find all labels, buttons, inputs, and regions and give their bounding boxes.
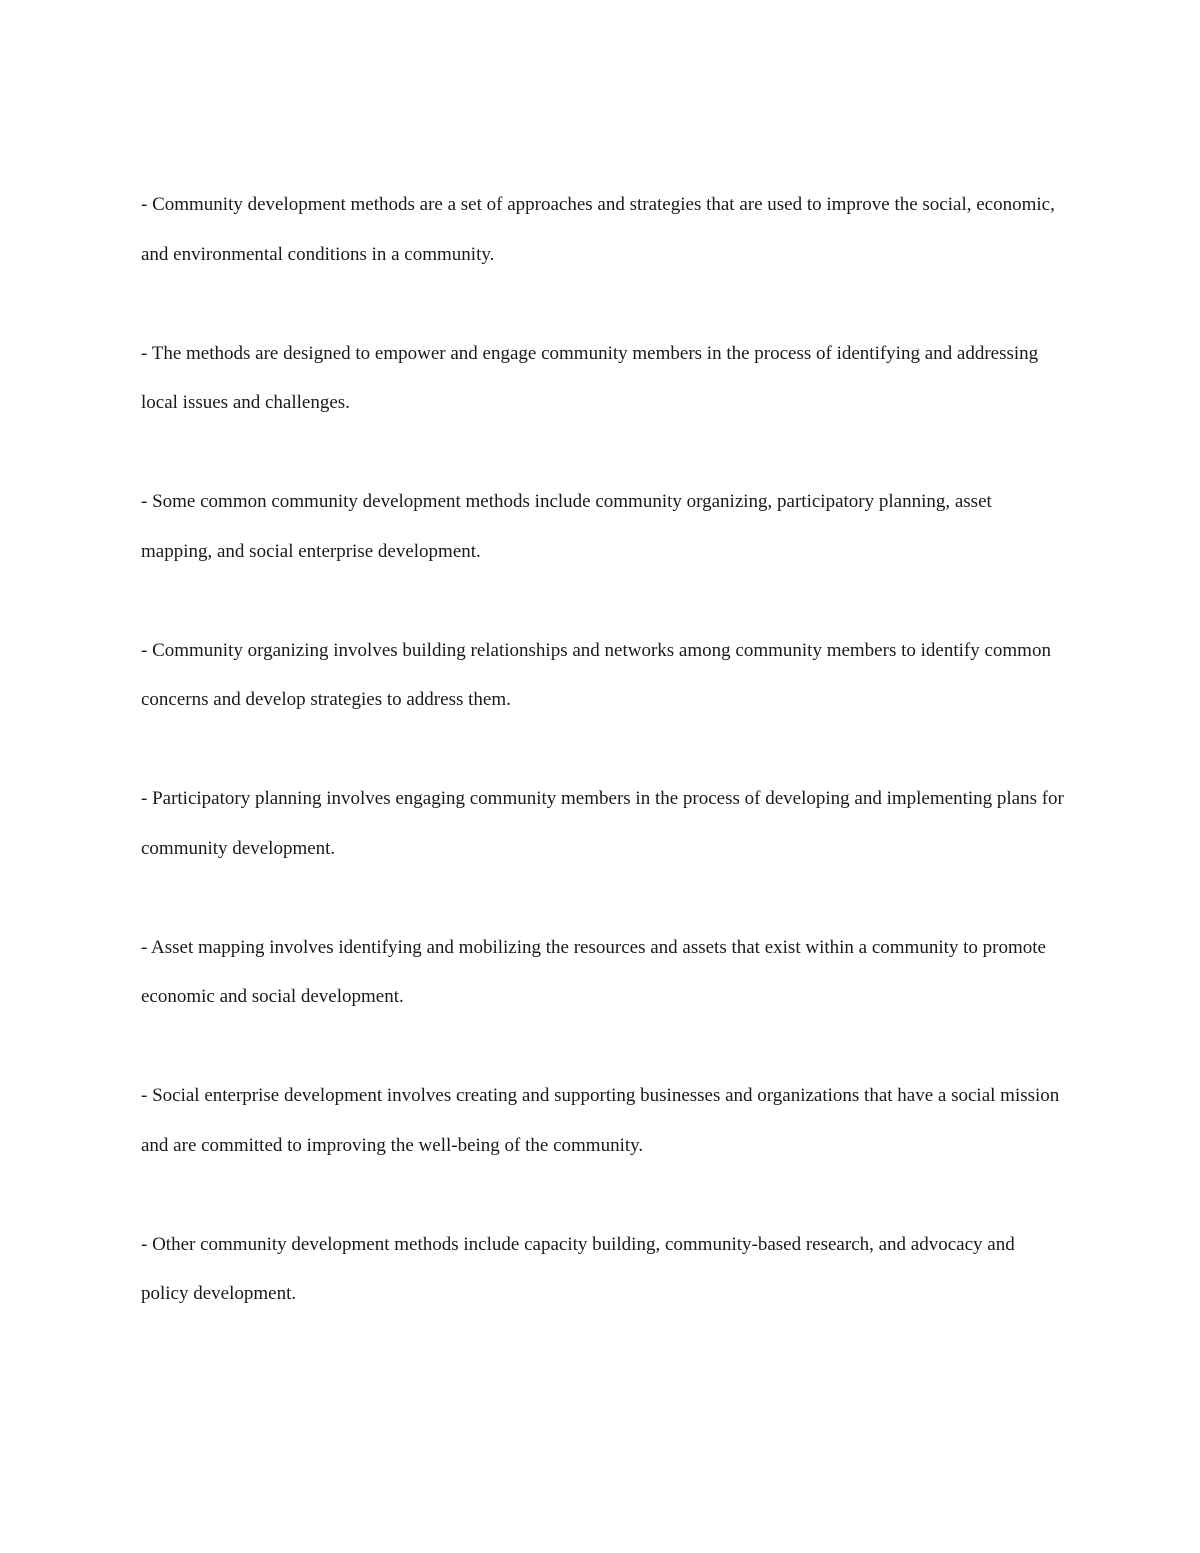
bullet-paragraph: - The methods are designed to empower and engage community members in the process of identifying and addressing local issues and challenges. xyxy=(141,342,1039,413)
bullet-paragraph: - Other community development methods include capacity building, community-based research, and advocacy and policy development. xyxy=(141,1233,1015,1304)
bullet-paragraph: - Some common community development methods include community organizing, participatory planning, asset mapping, and social enterprise development. xyxy=(141,491,992,562)
document-body xyxy=(141,180,1066,1368)
bullet-paragraph: - Asset mapping involves identifying and mobilizing the resources and assets that exist within a community to promote economic and social development. xyxy=(141,936,1046,1007)
bullet-paragraph: - Community organizing involves building relationships and networks among community members to identify common concerns and develop strategies to address them. xyxy=(141,639,1051,710)
bullet-paragraph: - Social enterprise development involves creating and supporting businesses and organizations that have a social mission and are committed to improving the well-being of the community. xyxy=(141,1085,1060,1156)
bullet-paragraph: - Community development methods are a set of approaches and strategies that are used to improve the social, economic, and environmental conditions in a community. xyxy=(141,194,1055,265)
bullet-paragraph: - Participatory planning involves engaging community members in the process of developing and implementing plans for community development. xyxy=(141,788,1064,859)
